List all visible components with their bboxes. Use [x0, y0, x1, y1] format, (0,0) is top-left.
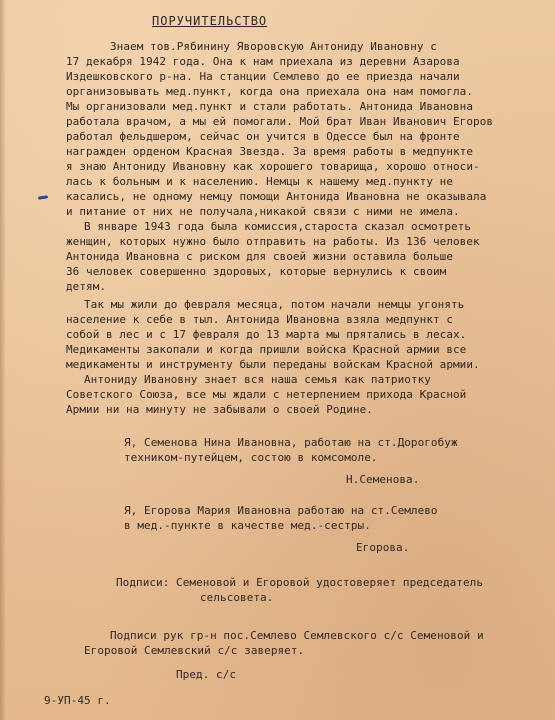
- page-edge-shadow: [0, 0, 6, 720]
- text-line: население к себе в тыл. Антонида Ивановна взяла медпункт с: [66, 313, 454, 326]
- signature-name: Н.Семенова.: [346, 473, 420, 486]
- text-line: лась к больным и к населению. Немцы к нашему мед.пункту не: [66, 175, 454, 188]
- text-line: Так мы жили до февраля месяца, потом начали немцы угонять: [84, 298, 465, 311]
- text-line: Подписи рук гр-н пос.Семлево Семлевского с/с Семеновой и: [110, 629, 484, 642]
- text-line: Антониду Ивановну знает вся наша семья как патриотку: [84, 373, 431, 386]
- ink-mark: [38, 195, 48, 199]
- text-line: 17 декабря 1942 года. Она к нам приехала из деревни Азарова: [66, 55, 460, 68]
- text-line: Мы организовали мед.пункт и стали работать. Антонида Ивановна: [66, 100, 474, 113]
- text-line: касались, не одному немцу помощи Антонида Ивановна не оказывала: [66, 190, 487, 203]
- text-line: я знаю Антониду Ивановну как хорошего товарища, хорошо относи-: [66, 160, 480, 173]
- document-date: 9-УП-45 г.: [44, 694, 111, 707]
- text-line: Егоровой Семлевский с/с заверяет.: [84, 644, 305, 657]
- text-line: медикаменты и инструменту были переданы войскам Красной армии.: [66, 358, 480, 371]
- text-line: техником-путейцем, состою в комсомоле.: [124, 451, 378, 464]
- text-line: Подписи: Семеновой и Егоровой удостоверяет председатель: [116, 576, 483, 589]
- text-line: собой в лес и с 17 февраля до 13 марта мы прятались в лесах.: [66, 328, 467, 341]
- text-line: Антонида Ивановна с риском для своей жизни оставила больше: [66, 250, 454, 263]
- text-line: сельсовета.: [200, 591, 274, 604]
- chairman-label: Пред. с/с: [176, 668, 237, 681]
- text-line: 36 человек совершенно здоровых, которые вернулись к своим: [66, 265, 447, 278]
- text-line: Медикаменты закопали и когда пришли войска Красной армии все: [66, 343, 467, 356]
- text-line: организовывать мед.пункт, когда она приехала она нам помогла.: [66, 85, 474, 98]
- text-line: в мед.-пункте в качестве мед.-сестры.: [124, 519, 371, 532]
- text-line: детям.: [66, 280, 107, 293]
- text-line: женщин, которых нужно было отправить на работы. Из 136 человек: [66, 235, 480, 248]
- text-line: Я, Семенова Нина Ивановна, работаю на ст.Дорогобуж: [124, 436, 458, 449]
- text-line: награжден орденом Красная Звезда. За время работы в медпункте: [66, 145, 474, 158]
- text-line: В январе 1943 года была комиссия,староста сказал осмотреть: [84, 220, 472, 233]
- text-line: Армии ни на минуту не забывали о своей Родине.: [66, 403, 373, 416]
- text-line: Издешковского р-на. На станции Семлево до ее приезда начали: [66, 70, 460, 83]
- text-line: Советского Союза, все мы ждали с нетерпением прихода Красной: [66, 388, 467, 401]
- document-title: ПОРУЧИТЕЛЬСТВО: [152, 14, 268, 28]
- text-line: работал фельдшером, сейчас он учится в Одессе был на фронте: [66, 130, 460, 143]
- signature-name: Егорова.: [356, 541, 410, 554]
- text-line: Я, Егорова Мария Ивановна работаю на ст.Семлево: [124, 504, 438, 517]
- text-line: Знаем тов.Рябинину Яворовскую Антониду Ивановну с: [110, 40, 437, 53]
- text-line: и питание от них не получала,никакой связи с ними не имела.: [66, 205, 460, 218]
- text-line: работала врачом, а мы ей помогали. Мой брат Иван Иванович Егоров: [66, 115, 494, 128]
